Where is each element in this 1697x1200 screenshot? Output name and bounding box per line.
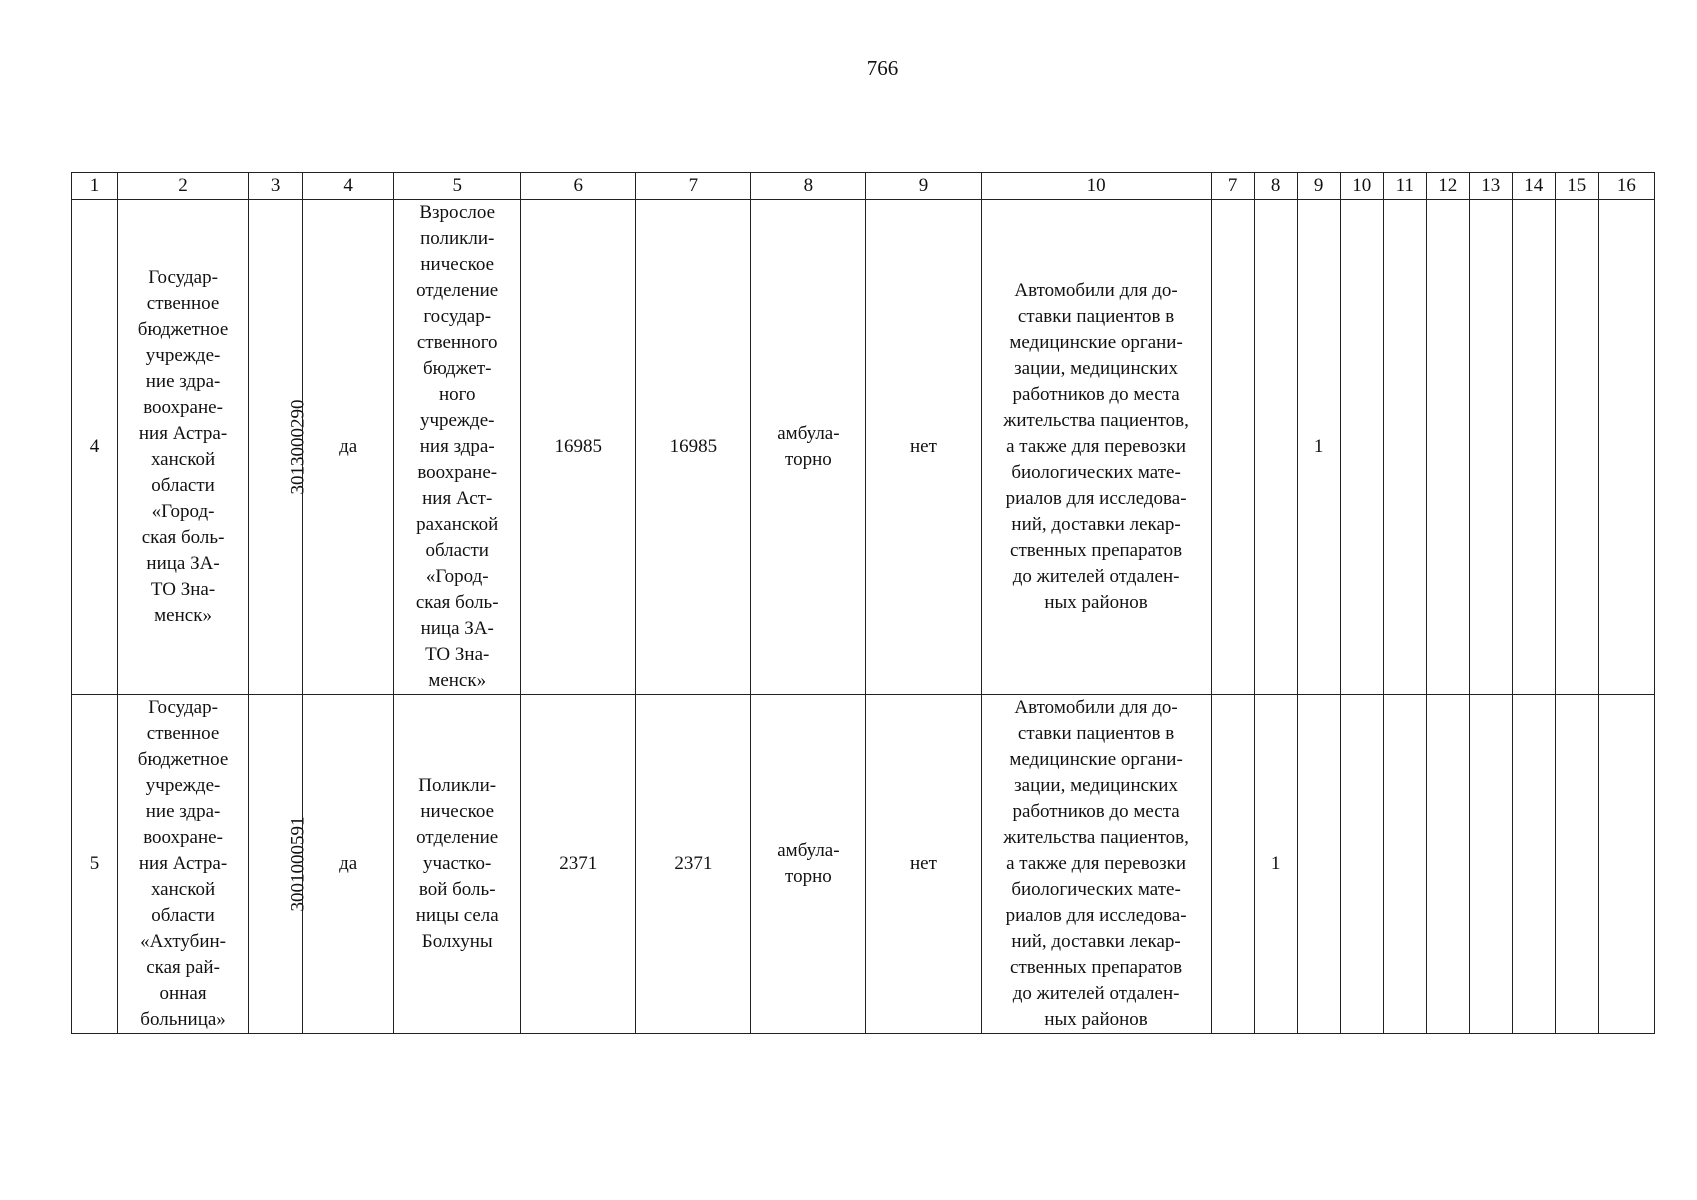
purpose-cell: Автомобили для до- ставки пациентов в медицинские органи- зации, медицинских работников до места жительства пациентов, а также для перевозки биологических мате- риалов для исследова- ний, доставки лекар- ственных препаратов до жителей отдален- ных районов [981, 200, 1211, 695]
row-number-cell: 5 [72, 695, 118, 1034]
value-cell: 2371 [636, 695, 751, 1034]
count-cell [1598, 695, 1654, 1034]
value-cell: 16985 [521, 200, 636, 695]
code-text: 3001000591 [287, 816, 309, 912]
row-number-cell: 4 [72, 200, 118, 695]
mode-cell: амбула- торно [751, 200, 866, 695]
count-cell [1555, 695, 1598, 1034]
column-number: 13 [1469, 173, 1512, 200]
value-cell: 16985 [636, 200, 751, 695]
count-cell [1383, 695, 1426, 1034]
count-cell [1211, 200, 1254, 695]
count-cell [1598, 200, 1654, 695]
column-number: 12 [1426, 173, 1469, 200]
count-cell [1297, 695, 1340, 1034]
value-cell: нет [866, 200, 981, 695]
value-cell: 2371 [521, 695, 636, 1034]
column-number: 8 [751, 173, 866, 200]
column-number: 7 [636, 173, 751, 200]
column-number: 16 [1598, 173, 1654, 200]
column-number: 10 [981, 173, 1211, 200]
page-number: 766 [866, 56, 899, 80]
count-cell [1555, 200, 1598, 695]
count-cell [1340, 695, 1383, 1034]
column-number: 9 [1297, 173, 1340, 200]
header-row [72, 173, 1655, 200]
organization-cell: Государ- ственное бюджетное учрежде- ние здра- воохране- ния Астра- ханской области «Город- ская боль- ница ЗА- ТО Зна- менск» [118, 200, 249, 695]
organization-cell: Государ- ственное бюджетное учрежде- ние здра- воохране- ния Астра- ханской области «Ахтубин- ская рай- онная больница» [118, 695, 249, 1034]
flag-cell: да [303, 200, 394, 695]
count-cell [1383, 200, 1426, 695]
count-cell [1512, 200, 1555, 695]
column-number: 6 [521, 173, 636, 200]
count-cell [1340, 200, 1383, 695]
count-cell [1426, 200, 1469, 695]
flag-cell: да [303, 695, 394, 1034]
count-cell [1469, 695, 1512, 1034]
purpose-cell: Автомобили для до- ставки пациентов в медицинские органи- зации, медицинских работников до места жительства пациентов, а также для перевозки биологических мате- риалов для исследова- ний, доставки лекар- ственных препаратов до жителей отдален- ных районов [981, 695, 1211, 1034]
column-number: 5 [394, 173, 521, 200]
count-cell [1512, 695, 1555, 1034]
table-row [72, 200, 1655, 695]
column-number: 4 [303, 173, 394, 200]
column-number: 2 [118, 173, 249, 200]
unit-cell: Поликли- ническое отделение участко- вой боль- ницы села Болхуны [394, 695, 521, 1034]
column-number: 7 [1211, 173, 1254, 200]
count-cell: 1 [1254, 695, 1297, 1034]
column-number: 11 [1383, 173, 1426, 200]
count-cell: 1 [1297, 200, 1340, 695]
code-text: 3013000290 [287, 399, 309, 495]
column-number: 8 [1254, 173, 1297, 200]
count-cell [1469, 200, 1512, 695]
column-number: 15 [1555, 173, 1598, 200]
code-cell [249, 200, 309, 695]
column-number: 3 [249, 173, 303, 200]
code-cell [249, 695, 309, 1034]
column-number: 1 [72, 173, 118, 200]
column-number: 14 [1512, 173, 1555, 200]
count-cell [1426, 695, 1469, 1034]
unit-cell: Взрослое поликли- ническое отделение государ- ственного бюджет- ного учрежде- ния здра- воохране- ния Аст- раханской области «Город- ская боль- ница ЗА- ТО Зна- менск» [394, 200, 521, 695]
data-table [71, 172, 1655, 1034]
count-cell [1254, 200, 1297, 695]
mode-cell: амбула- торно [751, 695, 866, 1034]
column-number: 9 [866, 173, 981, 200]
value-cell: нет [866, 695, 981, 1034]
table-row [72, 695, 1655, 1034]
column-number: 10 [1340, 173, 1383, 200]
count-cell [1211, 695, 1254, 1034]
